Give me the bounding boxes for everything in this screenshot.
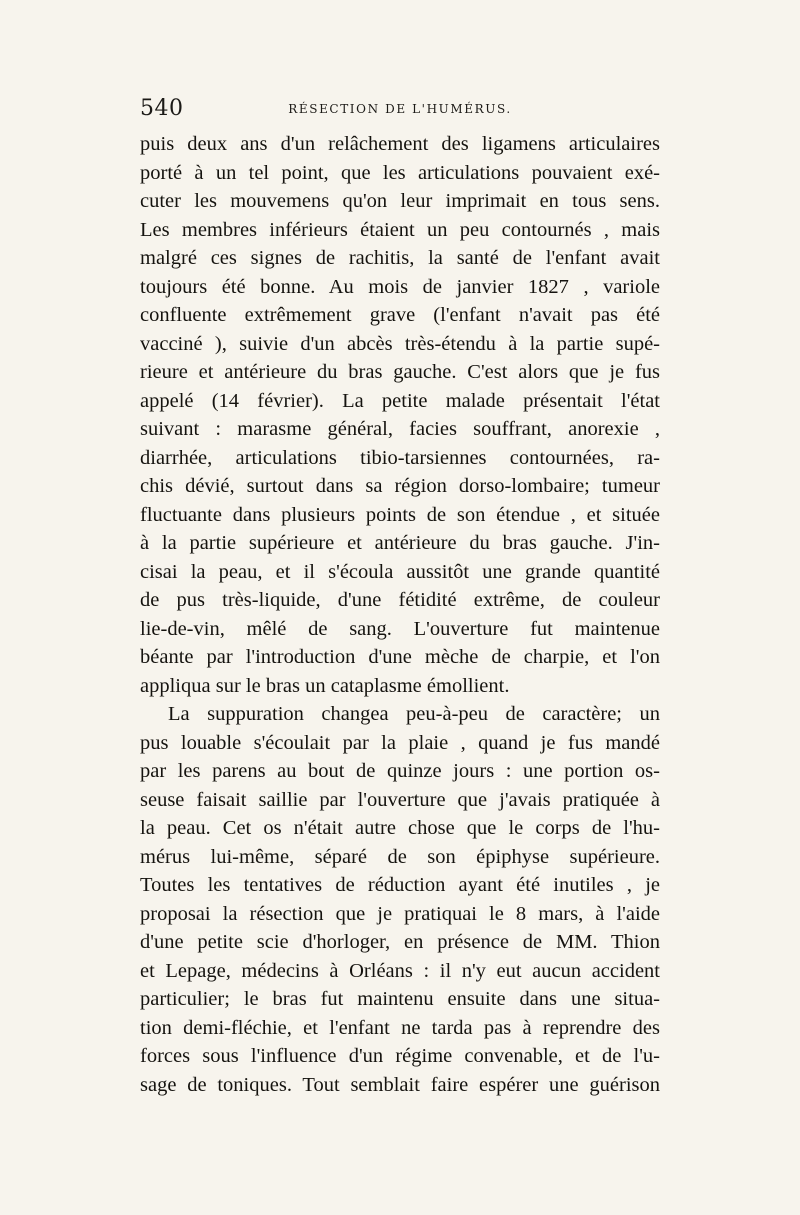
text-line: cuter les mouvemens qu'on leur imprimait en tous sens. [140,190,660,212]
text-line: lie-de-vin, mêlé de sang. L'ouverture fut maintenue [140,617,660,640]
text-line: proposai la résection que je pratiquai le 8 mars, à l'aide [140,902,660,925]
text-line: tion demi-fléchie, et l'enfant ne tarda pas à reprendre des [140,1016,660,1039]
text-line: à la partie supérieure et antérieure du bras gauche. J'in- [140,532,660,554]
text-line: d'une petite scie d'horloger, en présence de MM. Thion [140,931,660,953]
running-title: RÉSECTION DE L'HUMÉRUS. [288,102,512,116]
text-line: confluente extrêmement grave (l'enfant n'avait pas été [140,304,660,326]
text-line: pus louable s'écoulait par la plaie , quand je fus mandé [140,731,660,754]
text-line: Les membres inférieurs étaient un peu contournés , mais [140,218,660,241]
text-line: et Lepage, médecins à Orléans : il n'y eut aucun accident [140,959,660,982]
text-line: particulier; le bras fut maintenu ensuite dans une situa- [140,988,660,1010]
text-line: suivant : marasme général, facies souffrant, anorexie , [140,418,660,440]
text-line: béante par l'introduction d'une mèche de charpie, et l'on [140,646,660,668]
text-line: cisai la peau, et il s'écoula aussitôt une grande quantité [140,560,660,583]
text-line: Toutes les tentatives de réduction ayant été inutiles , je [140,874,660,896]
text-line: mérus lui-même, séparé de son épiphyse supérieure. [140,845,660,868]
body-text [140,130,660,1099]
text-line: de pus très-liquide, d'une fétidité extrême, de couleur [140,589,660,611]
text-line: malgré ces signes de rachitis, la santé de l'enfant avait [140,247,660,269]
paragraph-start-line: La suppuration changea peu-à-peu de caractère; un [168,703,660,725]
text-line: par les parens au bout de quinze jours : une portion os- [140,760,660,782]
page-number: 540 [140,96,184,121]
text-line: rieure et antérieure du bras gauche. C'est alors que je fus [140,361,660,383]
paragraph-end-line: appliqua sur le bras un cataplasme émollient. [140,674,510,697]
text-line: vacciné ), suivie d'un abcès très-étendu à la partie supé- [140,332,660,355]
text-line: seuse faisait saillie par l'ouverture que j'avais pratiquée à [140,788,660,811]
text-line: chis dévié, surtout dans sa région dorso-lombaire; tumeur [140,475,660,497]
text-line: sage de toniques. Tout semblait faire espérer une guérison [140,1073,660,1096]
text-line: la peau. Cet os n'était autre chose que le corps de l'hu- [140,817,660,839]
text-line: diarrhée, articulations tibio-tarsiennes contournées, ra- [140,446,660,469]
text-line: forces sous l'influence d'un régime convenable, et de l'u- [140,1045,660,1067]
text-line: appelé (14 février). La petite malade présentait l'état [140,389,660,412]
text-line: porté à un tel point, que les articulations pouvaient exé- [140,161,660,184]
text-line: fluctuante dans plusieurs points de son étendue , et située [140,503,660,526]
text-line: toujours été bonne. Au mois de janvier 1827 , variole [140,275,660,298]
text-line: puis deux ans d'un relâchement des ligamens articulaires [140,133,660,155]
page-header [140,96,660,126]
